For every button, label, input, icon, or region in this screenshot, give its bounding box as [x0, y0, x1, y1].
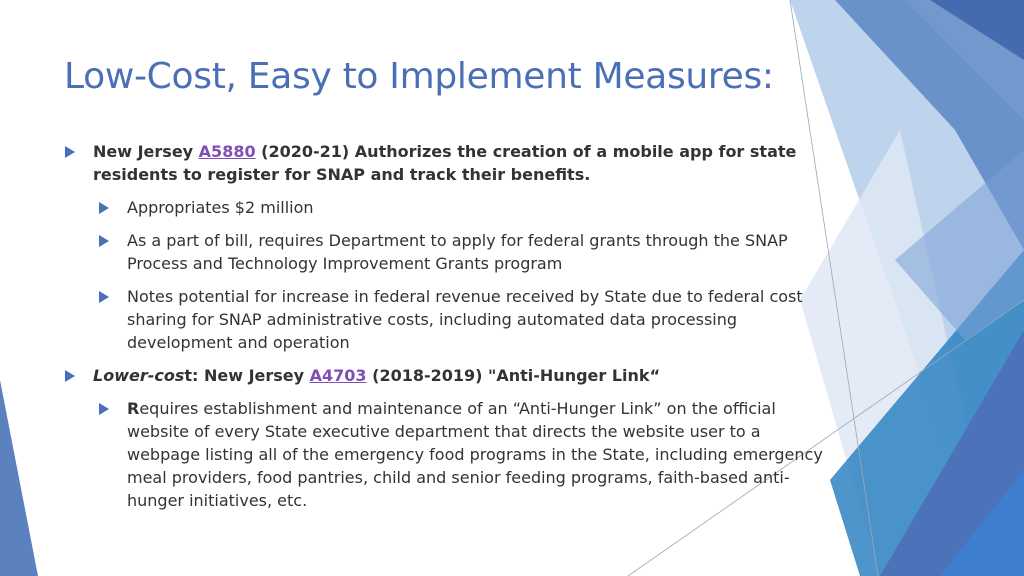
sub-bullet-appropriates: [98, 196, 824, 219]
bullet-nj-a4703: [64, 364, 824, 387]
sub-bullet-text: As a part of bill, requires Department to apply for federal grants through the SNAP Process and Technology Improvement Grants program: [127, 231, 788, 273]
sub-bullet-arrow-icon: [99, 291, 109, 303]
sub-bullet-text: equires establishment and maintenance of an “Anti-Hunger Link” on the official website of every State executive department that directs the website user to a webpage listing all of the emergency food programs in the State, including emergency meal providers, food pantries, child and senior feeding programs, faith-based anti-hunger initiatives, etc.: [127, 399, 823, 510]
sub-bullet-federal-grants: [98, 229, 824, 275]
sub-bullet-arrow-icon: [99, 202, 109, 214]
bullet-suffix: (2020-21) Authorizes the creation of a mobile app for state residents to register for SNAP and track their benefits.: [93, 142, 797, 184]
bill-link-a5880[interactable]: A5880: [198, 142, 256, 161]
sub-bullet-arrow-icon: [99, 403, 109, 415]
sub-bullet-text: Notes potential for increase in federal revenue received by State due to federal cost sharing for SNAP administrative costs, including automated data processing development and operation: [127, 287, 803, 352]
sub-bullet-lead-letter: R: [127, 399, 140, 418]
sub-bullet-federal-revenue: [98, 285, 824, 354]
bullet-suffix: (2018-2019) "Anti-Hunger Link“: [366, 366, 661, 385]
slide-content: [64, 140, 824, 522]
bill-link-a4703[interactable]: A4703: [309, 366, 367, 385]
bullet-rest: t: New Jersey: [184, 366, 310, 385]
sub-bullet-text: Appropriates $2 million: [127, 198, 314, 217]
bullet-prefix: New Jersey: [93, 142, 199, 161]
sub-bullet-anti-hunger-link: [98, 397, 824, 512]
bullet-italic-label: Lower-cos: [93, 366, 185, 385]
slide-title: Low-Cost, Easy to Implement Measures:: [64, 56, 774, 97]
sub-bullet-arrow-icon: [99, 235, 109, 247]
bullet-nj-a5880: [64, 140, 824, 186]
bullet-arrow-icon: [65, 146, 75, 158]
bullet-arrow-icon: [65, 370, 75, 382]
left-edge-shape: [0, 380, 38, 576]
